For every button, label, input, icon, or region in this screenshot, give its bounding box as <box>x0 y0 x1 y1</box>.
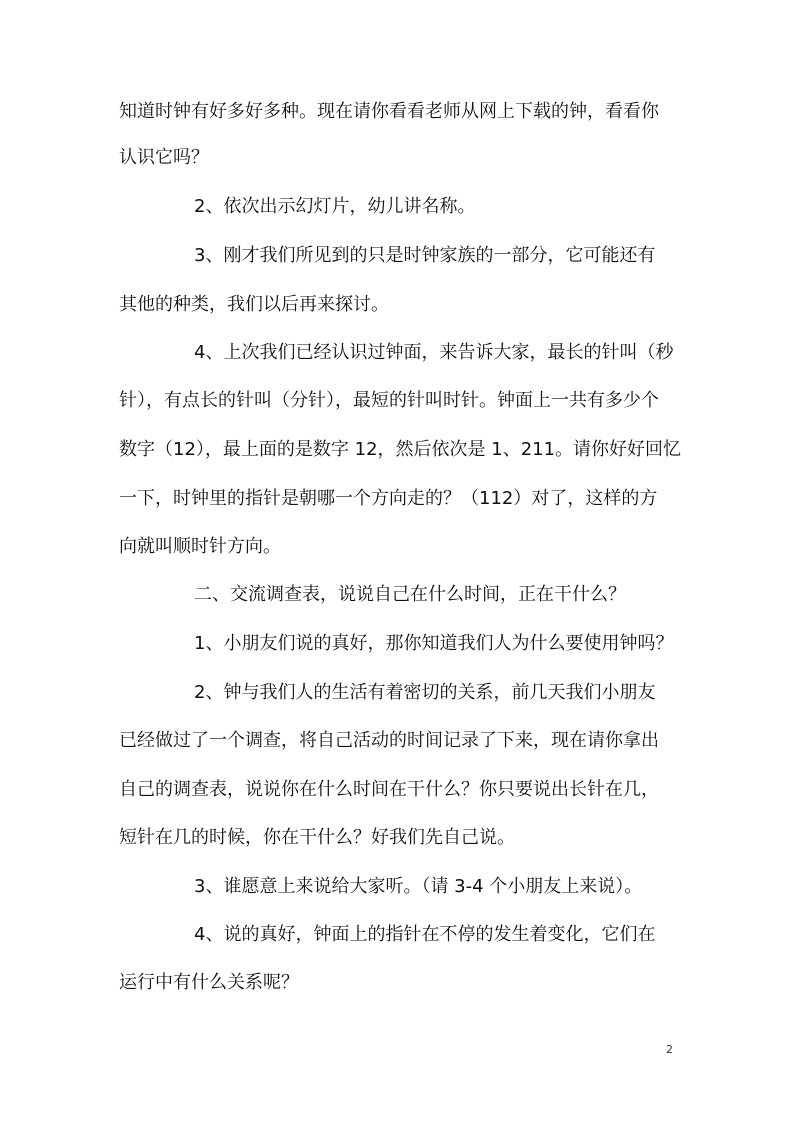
text-line: 认识它吗？ <box>119 147 209 168</box>
text-line: 其他的种类，我们以后再来探讨。 <box>119 294 389 315</box>
text-line: 短针在几的时候，你在干什么？好我们先自己说。 <box>119 827 515 848</box>
text-line: 2、依次出示幻灯片，幼儿讲名称。 <box>194 196 476 217</box>
text-line: 已经做过了一个调查，将自己活动的时间记录了下来，现在请你拿出 <box>119 730 659 751</box>
text-line: 3、刚才我们所见到的只是时钟家族的一部分，它可能还有 <box>194 245 656 266</box>
page-number: 2 <box>666 1043 673 1056</box>
text-line: 数字（12），最上面的是数字 12，然后依次是 1、211。请你好好回忆 <box>119 439 682 460</box>
text-line: 4、说的真好，钟面上的指针在不停的发生着变化，它们在 <box>194 924 656 945</box>
text-line: 自己的调查表，说说你在什么时间在干什么？你只要说出长针在几， <box>119 779 659 800</box>
text-line: 针），有点长的针叫（分针），最短的针叫时针。钟面上一共有多少个 <box>119 390 659 411</box>
section-heading: 二、交流调查表，说说自己在什么时间，正在干什么？ <box>194 584 626 605</box>
text-line: 知道时钟有好多好多种。现在请你看看老师从网上下载的钟，看看你 <box>119 101 659 122</box>
text-line: 1、小朋友们说的真好，那你知道我们人为什么要使用钟吗？ <box>194 633 674 654</box>
text-line: 运行中有什么关系呢？ <box>119 972 299 993</box>
text-line: 2、钟与我们人的生活有着密切的关系，前几天我们小朋友 <box>194 682 656 703</box>
text-line: 一下，时钟里的指针是朝哪一个方向走的？（112）对了，这样的方 <box>119 488 658 509</box>
text-line: 向就叫顺时针方向。 <box>119 536 281 557</box>
text-line: 3、谁愿意上来说给大家听。（请 3-4 个小朋友上来说）。 <box>194 876 643 897</box>
text-line: 4、上次我们已经认识过钟面，来告诉大家，最长的针叫（秒 <box>194 342 674 363</box>
